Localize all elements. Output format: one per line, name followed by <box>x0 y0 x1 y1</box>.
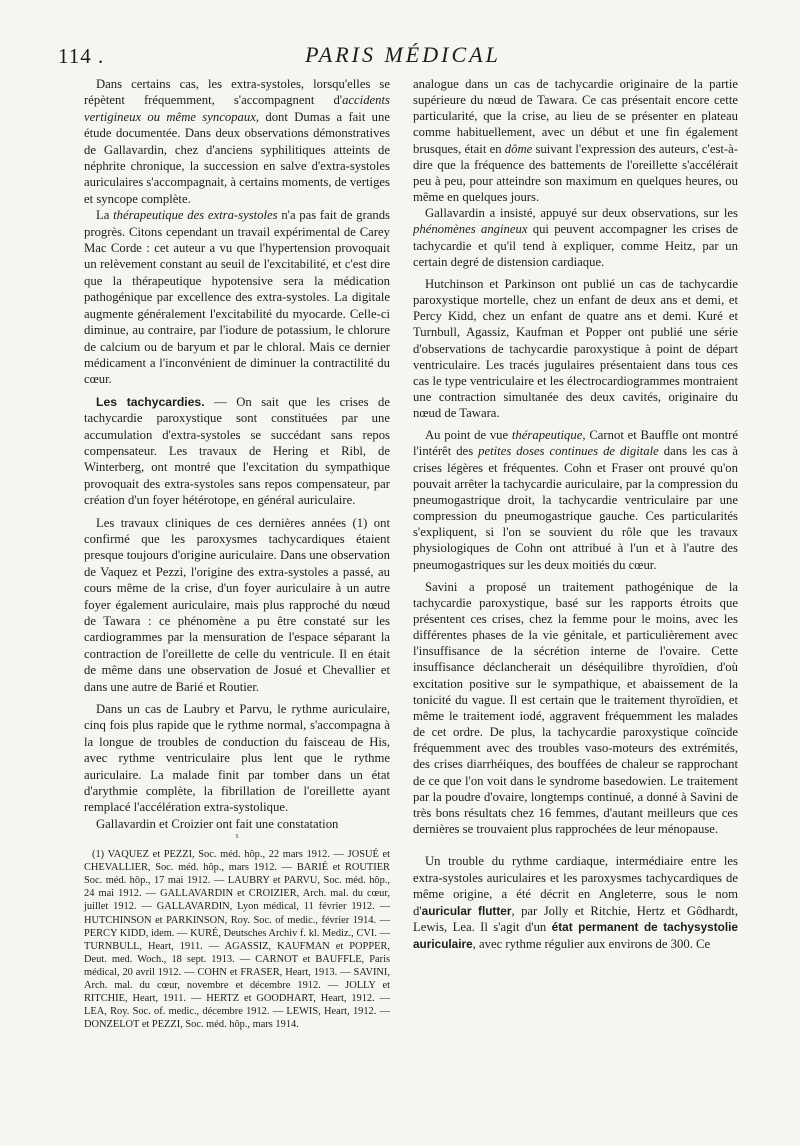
page-number: 114 . <box>58 44 105 68</box>
paragraph-extrasystoles-accidents: Dans certains cas, les extra-systoles, lorsqu'elles se répètent fréquemment, s'accompagnent d'accidents vertigineux ou même syncopaux, dont Dumas a fait une étude documentée. Dans deux observations démonstratives de Gallavardin, chez d'anciens syphilitiques atteints de néphrite chronique, la succession en salve d'extra-systoles auriculaires s'accompagnait, à certains moments, de vertiges et syncope complète. <box>84 77 390 206</box>
paragraph-phenomenes-angineux: Gallavardin a insisté, appuyé sur deux observations, sur les phénomènes angineux qui peuvent accompagner les crises de tachycardie et qu'il tend à expliquer, comme Heitz, par un certain degré de distension cardiaque. <box>413 206 738 269</box>
paragraph-laubry-parvu: Dans un cas de Laubry et Parvu, le rythme auriculaire, cinq fois plus rapide que le rythme normal, s'accompagna à la longue de troubles de conduction du faisceau de His, avec rythme ventriculaire plus lent que le rythme auriculaire. La malade finit par tomber dans un état d'arythmie complète, la fibrillation de l'oreillette ayant remplacé l'accélération extra-systolique. <box>84 702 390 815</box>
paragraph-savini: Savini a proposé un traitement pathogénique de la tachycardie paroxystique, basé sur les rapports étroits que présentent ces crises, chez la femme pour le moins, avec les différentes phases de la vie génitale, et particulièrement avec l'insuffisance de la sécrétion interne de l'ovaire. Cette insuffisance déclancherait un déséquilibre thyroïdien, d'où excitation positive sur le sympathique, et abaissement de la tonicité du vague. Il est certain que le traitement thyroïdien, et même le traitement iodé, aggravent fréquemment les malades de cet ordre. De plus, la tachycardie paroxystique coïncide fréquemment avec des troubles vaso-moteurs des extrémités, des crises diarrhéiques, des bouffées de chaleur se rapprochant de ce que l'on voit dans le syndrome basedowien. Le traitement par la poudre d'ovaire, longtemps continué, a donné à Savini de très bons résultats chez 16 femmes, d'autant meilleurs que ces dernières se trouvaient plus rapprochées de leur ménopause. <box>413 579 738 837</box>
left-column <box>84 76 390 1031</box>
page-header <box>58 40 748 74</box>
paragraph-travaux-cliniques: Les travaux cliniques de ces dernières années (1) ont confirmé que les paroxysmes tachycardiques étaient presque toujours d'origine auriculaire. Dans une observation de Vaquez et Pezzi, l'origine des extra-systoles a passé, au cours même de la crise, d'un foyer auriculaire à un autre foyer également auriculaire, mais plus rapproché du nœud de Tawara : ce phénomène a pu être constaté sur les cardiogrammes par la mensuration de l'espace séparant la contraction de l'oreillette de celle du ventricule. Il en était de même dans une observation de Josué et Chevallier et dans une autre de Barié et Routier. <box>84 515 390 694</box>
paragraph-gallavardin-croizier: Gallavardin et Croizier ont fait une constatation <box>96 816 339 831</box>
paragraph-hutchinson-parkinson: Hutchinson et Parkinson ont publié un cas de tachycardie paroxystique mortelle, chez un enfant de deux ans et demi, et Percy Kidd, chez un enfant de quatre ans et demi. Kuré et Turnbull, Agassiz, Kaufman et Popper ont publié une série d'observations de tachycardie paroxystique à point de départ ventriculaire. Les tracés jugulaires présentaient dans tous ces cas le type ventriculaire et les électrocardiogrammes montraient une contraction simultanée des deux cavités, originaire du nœud de Tawara. <box>413 276 738 421</box>
term-auricular-flutter: auricular flutter <box>421 903 512 918</box>
term-tachysystolie: état permanent de tachysystolie auriculaire <box>413 920 738 951</box>
paragraph-continuation: analogue dans un cas de tachycardie originaire de la partie supérieure du nœud de Tawara. Ce cas présentait encore cette particularité, que la crise, au lieu de se présenter en plateau comme habituellement, avec un début et une fin également brusques, était en dôme suivant l'expression des auteurs, c'est-à-dire que la fréquence des battements de l'oreillette s'accélérait peu à peu, pour atteindre son maximum en quelques heures, ou même en quelques jours. <box>413 77 738 205</box>
paragraph-therapeutique: La thérapeutique des extra-systoles n'a pas fait de grands progrès. Citons cependant un travail expérimental de Carey Mac Corde : cet auteur a vu que l'hypertension provoquait un relèvement constant au seuil de l'excitabilité, et c'est dire que la thérapeutique hypotensive sera la médication pathogénique par excellence des extra-systoles. La digitale augmente généralement l'excitabilité du myocarde. Celle-ci diminue, au contraire, par l'iodure de potassium, le chlorure de calcium ou de baryum et par le chloral. Mais ce dernier médicament a l'inconvénient de diminuer la contractilité du cœur. <box>84 208 390 387</box>
footnote-separator-mark: s <box>235 831 239 841</box>
right-column <box>413 76 738 952</box>
paragraph-tachycardies: Les tachycardies. — On sait que les crises de tachycardie paroxystique sont constituées par une accumulation d'extra-systoles se succédant sans repos compensateur. Les travaux de Hering et Ribl, de Winterberg, ont montré que l'excitation du sympathique provoquait des extra-systoles sans repos compensateur, par création d'un foyer hétérotope, en général auriculaire. <box>84 394 391 508</box>
paragraph-point-de-vue-therapeutique: Au point de vue thérapeutique, Carnot et Bauffle ont montré l'intérêt des petites doses continues de digitale dans les cas à crises légères et fréquentes. Cohn et Fraser ont prouvé qu'on pouvait arrêter la tachycardie auriculaire, par la compression du pneumogastrique droit, la tachycardie ventriculaire par une compression du pneumogastrique gauche. Ces particularités s'expliquent, si l'on se souvient du rôle que les travaux physiologiques de Cohn ont attribué à l'un et à l'autre des pneumogastriques sur les deux moitiés du cœur. <box>413 428 738 572</box>
paragraph-auricular-flutter: Un trouble du rythme cardiaque, intermédiaire entre les extra-systoles auriculaires et les paroxysmes tachycardiques de même origine, a été décrit en Angleterre, sous le nom d'auricular flutter, par Jolly et Ritchie, Hertz et Gôdhardt, Lewis, Lea. Il s'agit d'un état permanent de tachysystolie auriculaire, avec rythme régulier aux environs de 300. Ce <box>413 854 738 951</box>
section-title-tachycardies: Les tachycardies. <box>96 394 205 409</box>
footnote-references: (1) VAQUEZ et PEZZI, Soc. méd. hôp., 22 mars 1912. — JOSUÉ et CHEVALLIER, Soc. méd. hôp., mars 1912. — BARIÉ et ROUTIER Soc. méd. hôp., 17 mai 1912. — LAUBRY et PARVU, Soc. méd. hôp., 24 mai 1912. — GALLAVARDIN et CROIZIER, Arch. mal. du cœur, juillet 1912. — GALLAVARDIN, Lyon médical, 11 février 1912. — HUTCHINSON et PARKINSON, Roy. Soc. of medic., février 1914. — PERCY KIDD, idem. — KURÉ, Deutsches Archiv f. kl. Mediz., CVI. — TURNBULL, Heart, 1911. — AGASSIZ, KAUFMAN et POPPER, Deut. med. Woch., 18 sept. 1913. — CARNOT et BAUFFLE, Paris médical, 20 avril 1912. — COHN et FRASER, Heart, 1913. — SAVINI, Arch. mal. du cœur, novembre et décembre 1912. — JOLLY et RITCHIE, Heart, 1911. — HERTZ et GOODHART, Heart, 1912. — LEA, Roy. Soc. of. medic., décembre 1912. — LEWIS, Heart, 1912. — DONZELOT et PEZZI, Soc. méd. hôp., mars 1914. <box>84 849 390 1030</box>
running-title: PARIS MÉDICAL <box>305 42 501 67</box>
